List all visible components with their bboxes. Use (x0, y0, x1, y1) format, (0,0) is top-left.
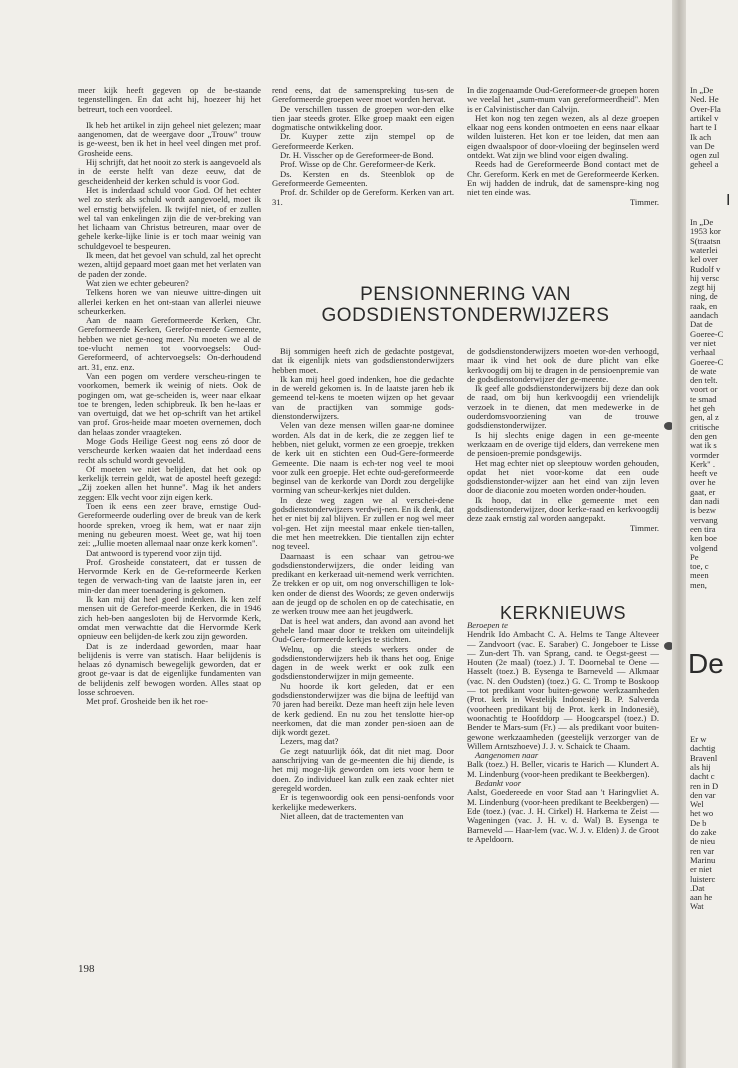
adjacent-page-line: Bravenl (690, 752, 718, 763)
adjacent-page-line: voort or (690, 384, 718, 395)
adjacent-page-line: Dat de (690, 319, 713, 330)
adjacent-page-line: Wel (690, 799, 704, 810)
page-gutter (672, 0, 686, 1068)
paragraph: Wat zien we echter gebeuren? (86, 277, 189, 288)
adjacent-page-line: Goeree-C (690, 356, 724, 367)
paragraph: Met prof. Grosheide ben ik het roe- (86, 696, 208, 707)
paragraph: Of moeten we niet belijden, dat het ook op kerkelijk terrein geldt, wat de apostel heeft gezegd: „Zij zoeken allen het hunne". Mag ik het anders zeggen: Elk vecht voor zijn eigen kerk. (78, 463, 261, 502)
adjacent-page-line: ken boe (690, 533, 717, 544)
adjacent-page-line: ning, de (690, 291, 718, 302)
adjacent-page-line: ver niet (690, 337, 717, 348)
adjacent-page-line: Ned. He (690, 94, 719, 105)
adjacent-page-line: vormder (690, 449, 720, 460)
adjacent-page-line: In „De (690, 217, 714, 227)
paragraph: Ik geef alle godsdienstonderwijzers bij deze dan ook de raad, om bij hun kerkvoogdij een vriendelijk verzoek in te dienen, dat men medewerke in de ouderdomsvoorziening van de trouwe godsdienstonderwijzer. (467, 383, 659, 431)
paragraph: Van een pogen om verdere verscheu-ringen te voorkomen, bemerk ik weinig of niets. Ook de pogingen om, wat ge-scheiden is, weer naar elkaar toe te brengen, leden schipbreuk. Ik ben he-laas er van overtuigd, dat we het op-schrift van het artikel van prof. Gros-heide maar moeten overnemen, doch dan helaas zonder vraagteken. (78, 370, 261, 437)
adjacent-page-line: Marinu (690, 854, 716, 865)
column-right-article (467, 347, 659, 597)
adjacent-page-line: Er w (690, 734, 707, 744)
paragraph: Aan de naam Gereformeerde Kerken, Chr. Gereformeerde Kerken, Gerefor-meerde Gemeente, hebben we niet ge-noeg meer. Nu moeten we al de toe-vlucht nemen tot voorvoegsels: Oud-Gereformeerd, of achtervoegsels: On-derhoudend art. 31, enz. enz. (78, 315, 261, 372)
adjacent-page-line: toe, c (690, 561, 709, 572)
paragraph: Ds. Kersten en ds. Steenblok op de Gereformeerde Gemeenten. (272, 168, 454, 188)
news-label: Beroepen te (467, 621, 508, 630)
paragraph: Het kon nog ten zegen wezen, als al deze groepen elkaar nog eens konden ontmoeten en eens naar elkaar wilden luisteren. Het kon er toe leiden, dat men aan eigen dwaalspoor of door-vloeiing der beginselen werd ontdekt. Wat zijn we blind voor eigen dwaling. (467, 112, 659, 161)
paragraph: De verschillen tussen de groepen wor-den elke tien jaar steeds groter. Elke groep maakt een eigen dogmatische ontwikkeling door. (272, 103, 454, 133)
paragraph: Dat is ze inderdaad geworden, maar haar belijdenis is verre van statisch. Haar belijdenis is helaas zó dynamisch bewegelijk geworden, dat er groot ge-vaar is dat de eigenlijke fundamenten van de belijdenis zelf bewogen worden. Alles staat op losse schroeven. (78, 640, 261, 697)
article-heading-pensionnering (272, 284, 659, 326)
column-left-article (78, 86, 261, 958)
paragraph: Lezers, mag dat? (280, 736, 339, 747)
paragraph: Toen ik eens een zeer brave, ernstige Oud-Gereformeerde ouderling over de breuk van de kerk hoorde spreken, vroeg ik hem, wat er naar zijn mening nu gebeuren moest. Weet ge, wat hij toen zei: „Jullie moeten allemaal naar onze kerk komen". (78, 501, 261, 549)
news-label: Bedankt voor (475, 778, 522, 789)
adjacent-page-line: volgend (690, 542, 718, 553)
paragraph: Welnu, op die steeds werkers onder de godsdienstonderwijzers heb ik thans het oog. Enige dagen in de week werkt er ook zulk een godsdienstonderwijzer in mijn gemeente. (272, 643, 454, 682)
adjacent-page-edge (686, 0, 738, 1068)
paragraph: Reeds had de Gereformeerde Bond contact met de Chr. Gereform. Kerk en met de Gereformeerde Kerken. En wij hadden de indruk, dat de samenspre-king nog niet ten einde was. (467, 159, 659, 198)
paragraph: Daarnaast is een schaar van getrou-we godsdienstonderwijzers, die onder leiding van predikant en kerkeraad uit-nemend werk verrichten. Ze trekken er op uit, om nog onverschilligen te lok-ken onder de dienst des Woords; ze geven onderwijs aan de jeugd op de scholen en op de catechisatie, en ze werken trouw mee aan het jeugdwerk. (272, 550, 454, 617)
paragraph: rend eens, dat de samenspreking tus-sen de Gereformeerde groepen weer moet worden hervat. (272, 86, 454, 105)
paragraph: meer kijk heeft gegeven op de be-staande tegenstellingen. En dat acht hij, hoezeer hij het betreurt, toch een voordeel. (78, 86, 261, 114)
column-middle-article (272, 347, 454, 987)
paragraph: Nu hoorde ik kort geleden, dat er een godsdienstonderwijzer was die bijna de leeftijd van 70 jaren had bereikt. Deze man heeft zijn hele leven de kerk gediend. En nu zou het tenslotte hier-op neerkomen, dat die man zonder pen-sioen aan de dijk wordt gezet. (272, 680, 454, 738)
adjacent-page-line: Pe (690, 551, 699, 562)
paragraph: Prof. Grosheide constateert, dat er tussen de Hervormde Kerk en de Ge-reformeerde Kerken tegen de verwach-ting van de laatste jaren in, eer min-der dan meer toenadering is gekomen. (78, 556, 261, 595)
adjacent-page-line: het geh (690, 403, 716, 413)
adjacent-page-line: dan nadi (690, 496, 720, 506)
adjacent-page-line: hart te I (690, 122, 717, 133)
paragraph: Prof. dr. Schilder op de Gereform. Kerken van art. 31. (272, 187, 454, 207)
adjacent-page-line: de wate (690, 365, 717, 376)
news-text: Balk (toez.) H. Beller, vicaris te Harich — Klundert A. M. Lindenburg (voor-heen predikant te Beekbergen). (467, 759, 659, 779)
adjacent-page-line: zegt hij (690, 282, 716, 293)
adjacent-page-line: aan he (690, 892, 713, 903)
paragraph: Telkens horen we van nieuwe uittre-dingen uit allerlei kerken en het ont-staan van allerlei nieuwe scheurkerken. (78, 287, 261, 316)
paragraph: Bij sommigen heeft zich de gedachte postgevat, dat ik eigenlijk niets van godsdienstonderwijzers hebben moet. (272, 347, 454, 375)
adjacent-page-line: is bezw (690, 505, 717, 516)
adjacent-page-line: de nieu (690, 836, 716, 847)
adjacent-page-line: Rudolf v (690, 263, 721, 274)
column-kerknieuws (467, 621, 659, 993)
heading-line: PENSIONNERING VAN (360, 284, 571, 305)
adjacent-page-line: een tira (690, 523, 716, 534)
paragraph: In die zogenaamde Oud-Gereformeer-de groepen horen we veelal het „sum-mum van gereformeerdheid". Men is er Calvinistischer dan Calvijn. (467, 86, 659, 114)
adjacent-page-line: Wat (690, 901, 704, 912)
adjacent-page-line: den var (690, 789, 716, 800)
adjacent-page-line: Ik ach (690, 131, 712, 142)
adjacent-page-line: ogen zul (690, 150, 720, 161)
paragraph: Er is tegenwoordig ook een pensi-oenfonds voor kerkelijke medewerkers. (272, 792, 454, 812)
paragraph: Ik kan mij dat heel goed indenken. Ik ken zelf mensen uit de Gerefor-meerde Kerken, die in 1946 zich heb-ben aangesloten bij de Hervormde Kerk, omdat men verwachtte dat die Hervormde Kerk opnieuw een belijden-de kerk zou zijn geworden. (78, 594, 261, 642)
paragraph: Het is inderdaad schuld voor God. Of het echter wel zo sterk als schuld wordt aangevoeld, moet ik wel ernstig betwijfelen. Ik twijfel niet, of er zullen wel tal van enkelingen zijn die de ver-breking van het lichaam van Christus betreuren, maar over de gehele kerke-lijke linie is er toch maar weinig van schuldgevoel te bespeuren. (78, 184, 261, 251)
adjacent-page-line: van De (690, 140, 715, 151)
adjacent-page-line: luisterc (690, 873, 716, 884)
adjacent-page-line: verhaal (690, 347, 716, 358)
paragraph: de godsdienstonderwijzers moeten wor-den verhoogd, maar ik vind het ook de dure plicht van elke kerkvoogdij om bij te dragen in de pensioenpremie van de godsdienstonderwijzer der ge-meente. (467, 347, 659, 384)
adjacent-page-line: den telt. (690, 375, 718, 386)
adjacent-page-line: men, (690, 579, 707, 590)
adjacent-page-line: waterlei (690, 244, 718, 255)
adjacent-page-line: raak, en (690, 300, 718, 311)
adjacent-page-line: aandach (690, 310, 719, 320)
paragraph: Is hij slechts enige dagen in een ge-meente werkzaam en de overige tijd elders, dan verrekene men de pensioen-premie pondsgewijs. (467, 429, 659, 459)
adjacent-page-heading: De (688, 648, 724, 679)
adjacent-page-heading-letter: I (726, 192, 731, 209)
adjacent-page-line: geheel a (690, 159, 719, 170)
adjacent-page-line: den gen (690, 430, 717, 441)
paragraph: Het mag echter niet op sleeptouw worden gehouden, opdat het niet voor-kome dat een oude godsdienstonder-wijzer aan het eind van zijn leven door de diaconie zou moeten worden onder-houden. (467, 457, 659, 496)
adjacent-page-line: In „De (690, 85, 714, 95)
adjacent-page-line: wat ik s (690, 440, 717, 451)
paragraph: Niet alleen, dat de tractementen van (280, 810, 404, 821)
section-heading-kerknieuws: KERKNIEUWS (499, 603, 627, 623)
adjacent-page-line: Over-Fla (690, 103, 721, 114)
adjacent-page-line: artikel v (690, 112, 719, 123)
adjacent-page-line: Goeree-C (690, 328, 724, 339)
paragraph: Moge Gods Heilige Geest nog eens zó door de verscheurde kerken waaien dat het inderdaad eens recht als schuld wordt gevoeld. (78, 435, 261, 465)
adjacent-page-line: vervang (690, 514, 718, 525)
adjacent-page-line: .Dat (690, 882, 705, 893)
paragraph: Hij schrijft, dat het nooit zo sterk is aangevoeld als in de eerste helft van deze eeuw, dat de gescheidenheid der kerken schuld is voor God. (78, 157, 261, 186)
paragraph: Ik meen, dat het gevoel van schuld, zal het oprecht wezen, altijd gepaard moet gaan met het verlaten van de paden der zonde. (78, 250, 261, 279)
heading-line: GODSDIENSTONDERWIJZERS (321, 305, 610, 326)
adjacent-page-line: als hij (690, 761, 711, 772)
adjacent-page-line: het wo (690, 808, 714, 819)
adjacent-page-line: dachtig (690, 743, 716, 754)
paragraph: Ik kan mij heel goed indenken, hoe die gedachte in de wereld gekomen is. In de laatste jaren heb ik gemeend tel-kens te moeten wijzen op het gevaar van de practijken van sommige gods-dienstonderwijzers. (272, 373, 454, 422)
paragraph: Ge zegt natuurlijk óók, dat dit niet mag. Door aanschrijving van de ge-meenten die hij diende, is het mij moge-lijk geworden om iets voor hem te doen. Zo individueel kan zulk een zaak echter niet geregeld worden. (272, 745, 454, 793)
adjacent-page-line: ren var (690, 845, 715, 856)
adjacent-page-line: S(traatsn (690, 235, 721, 246)
adjacent-page-line: kel over (690, 254, 718, 265)
news-text: Aalst, Goedereede en voor Stad aan 't Haringvliet A. M. Lindenburg (voor-heen predikant te Beekbergen) — Ede (toez.) (vac. J. H. Cirkel) H. Harkema te Zeist — Wageningen (vac. J. H. v. d. Wal) B. Eysenga te Barneveld — Haar-lem (vac. W. J. v. Elden) J. de Groot te Apeldoorn. (467, 787, 659, 844)
adjacent-page-line: critische (690, 421, 720, 432)
adjacent-page-line: gen, al z (690, 412, 719, 423)
adjacent-page-line: ren in D (690, 780, 719, 791)
column-middle-top (272, 86, 454, 276)
author-signature: Timmer. (629, 196, 659, 207)
adjacent-page-line: do zake (690, 827, 717, 837)
paragraph: Dr. H. Visscher op de Gereformeer-de Bond. (280, 150, 434, 161)
news-text: Hendrik Ido Ambacht C. A. Helms te Tange Alteveer — Zandvoort (vac. E. Saraber) C. Jongeboer te Lisse — Zun-dert Th. van Sprang, cand. te Oegst-geest — Houten (2e maal) (toez.) J. T. Doornebal te Oene — Hasselt (toez.) B. Eysenga te Barneveld — Alkmaar (vac. N. den Oudsten) (toez.) G. C. Tromp te Boskoop — tot predikant voor buiten-gewone werkzaamheden (Prot. kerk in Westelijk Indonesië) B. P. Salverda (voorheen predikant bij de Prot. kerk in Indonesië), woonachtig te Hoofddorp — Hoogcarspel (toez.) D. Bender te Mars-sum (Fr.) — als predikant voor buiten-gewone werkzaamheden (geestelijk verzorger van de Willem Arntszhoeve) J. J. v. Schaick te Chaam. (467, 629, 659, 751)
paragraph: Ik heb het artikel in zijn geheel niet gelezen; maar aangenomen, dat de weergave door „Trouw" trouw is ge-weest, ben ik het in heel veel dingen met prof. Grosheide eens. (78, 119, 261, 158)
paragraph: Velen van deze mensen willen gaar-ne dominee worden. Als dat in de kerk, die ze zeggen lief te hebben, niet gelukt, vormen ze een groepje, trekken de kerk uit en stichten een Oud-Gere-formeerde Gemeente. Die naam is ech-ter nog veel te mooi voor zulk een groepje. Het echte oud-gereformeerde beginsel van de kerkorde van Dordt zou dergelijke vorming van scheur-kerkjes niet dulden. (272, 420, 454, 496)
paragraph: Dr. Kuyper zette zijn stempel op de Gereformeerde Kerken. (272, 131, 454, 151)
paragraph: In deze weg zagen we al verschei-dene godsdienstonderwijzers verdwij-nen. En ik denk, dat het er niet bij zal blijven. Er zullen er nog wel meer vol-gen. Het zijn meestal maar enkele tien-tallen, die met hen meetrekken. Die tientallen zijn echter nog teveel. (272, 494, 454, 552)
adjacent-page-line: heeft ve (690, 468, 718, 479)
adjacent-page-line: dacht c (690, 771, 715, 782)
column-right-top (467, 86, 659, 276)
paragraph: Dat is heel wat anders, dan avond aan avond het gehele land maar door te trekken om uiteindelijk Oud-Gere-formeerde kerkjes te stichten. (272, 615, 454, 645)
adjacent-page-line: gaat, er (690, 486, 716, 497)
paragraph: Dat antwoord is typerend voor zijn tijd. (86, 547, 222, 558)
adjacent-page-line: te smad (690, 393, 717, 404)
adjacent-page-line: Kerk" . (690, 458, 715, 469)
adjacent-page-line: meen (690, 570, 709, 581)
page-number: 198 (78, 963, 95, 975)
author-signature: Timmer. (629, 522, 659, 533)
paragraph: Prof. Wisse op de Chr. Gereformeer-de Kerk. (280, 159, 436, 170)
adjacent-page-line: er niet (690, 864, 712, 875)
adjacent-page-line: hij versc (690, 272, 720, 283)
adjacent-page-line: De b (690, 817, 707, 828)
adjacent-page-line: 1953 kor (690, 226, 721, 237)
adjacent-page-line: over he (690, 477, 716, 488)
news-label: Aangenomen naar (475, 750, 539, 761)
paragraph: Ik hoop, dat in elke gemeente met een godsdienstonderwijzer, door kerke-raad en kerkvoogdij deze zaak ernstig zal worden aangepakt. (467, 494, 659, 524)
